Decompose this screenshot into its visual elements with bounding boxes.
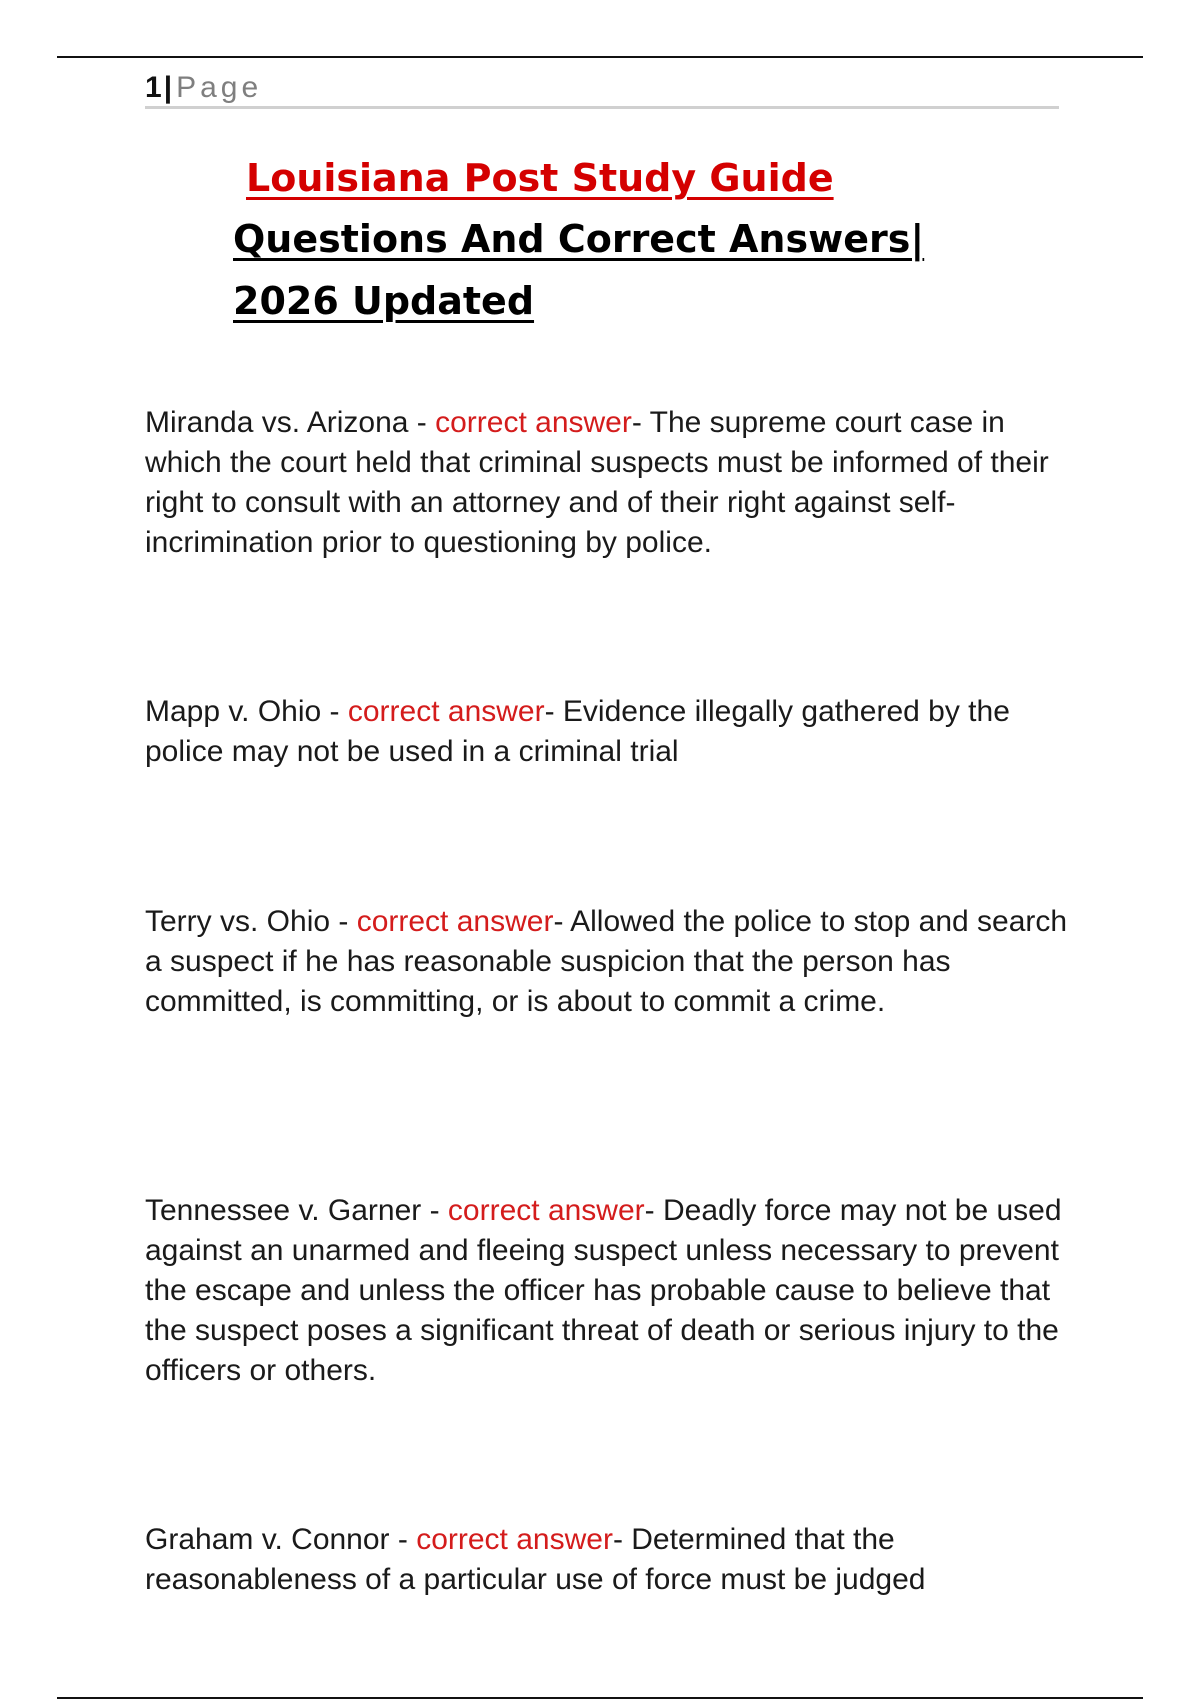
page-word: Page bbox=[176, 71, 263, 104]
qa-term: Graham v. Connor - bbox=[145, 1523, 417, 1556]
qa-entry-graham bbox=[145, 1520, 1085, 1600]
bottom-rule bbox=[57, 1697, 1143, 1699]
document-subtitle-line-1: Questions And Correct Answers| bbox=[233, 217, 925, 261]
document-subtitle-line-2: 2026 Updated bbox=[233, 279, 535, 323]
qa-answer: - Allowed the police to stop and search a suspect if he has reasonable suspicion that the person has committed, is committing, or is about to commit a crime. bbox=[145, 905, 1068, 1018]
qa-answer: - Deadly force may not be used against an unarmed and fleeing suspect unless necessary to prevent the escape and unless the officer has probable cause to believe that the suspect poses a significant threat of death or serious injury to the officers or others. bbox=[145, 1194, 1062, 1387]
qa-term: Tennessee v. Garner - bbox=[145, 1194, 448, 1227]
qa-answer: - Evidence illegally gathered by the police may not be used in a criminal trial bbox=[145, 695, 1010, 768]
correct-answer-label: correct answer bbox=[347, 695, 545, 728]
qa-answer: - The supreme court case in which the court held that criminal suspects must be informed of their right to consult with an attorney and of their right against self-incrimination prior to questioning by police. bbox=[145, 406, 1049, 559]
qa-term: Terry vs. Ohio - bbox=[145, 905, 357, 938]
page-header bbox=[145, 70, 1059, 109]
correct-answer-label: correct answer bbox=[447, 1194, 645, 1227]
qa-term: Mapp v. Ohio - bbox=[145, 695, 348, 728]
correct-answer-label: correct answer bbox=[416, 1523, 613, 1556]
qa-answer: - Determined that the reasonableness of a particular use of force must be judged bbox=[145, 1523, 926, 1596]
correct-answer-label: correct answer bbox=[435, 406, 632, 439]
correct-answer-label: correct answer bbox=[356, 905, 554, 938]
document-title: Louisiana Post Study Guide bbox=[246, 156, 834, 200]
qa-entry-miranda bbox=[145, 403, 1085, 563]
qa-entry-mapp bbox=[145, 692, 1085, 772]
page-number: 1 bbox=[145, 71, 162, 104]
page-separator: | bbox=[163, 71, 173, 104]
top-rule bbox=[57, 56, 1143, 58]
qa-term: Miranda vs. Arizona - bbox=[145, 406, 436, 439]
qa-entry-garner bbox=[145, 1191, 1085, 1391]
qa-entry-terry bbox=[145, 902, 1085, 1022]
